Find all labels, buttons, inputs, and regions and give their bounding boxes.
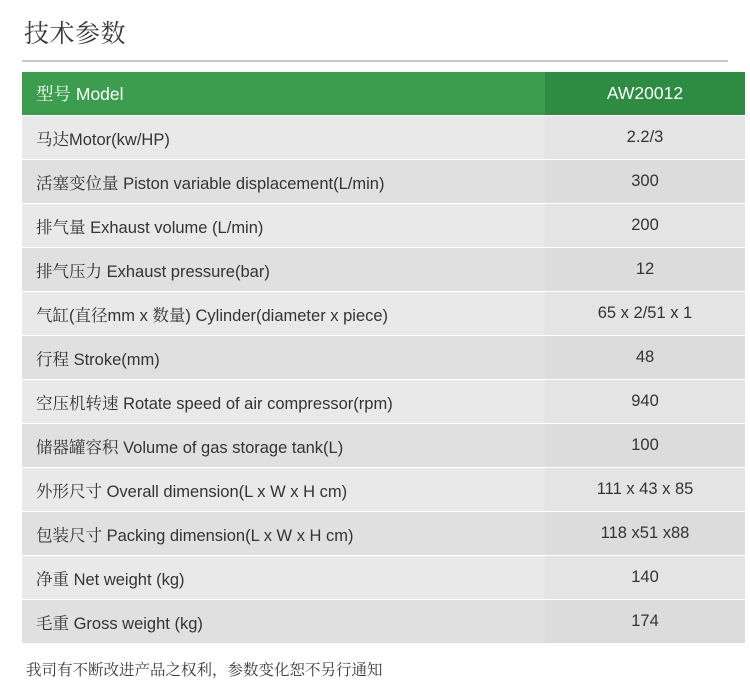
row-value: 200 (545, 204, 745, 248)
title-divider (22, 60, 728, 62)
table-row (22, 380, 745, 424)
table-row (22, 424, 745, 468)
table-body (22, 72, 745, 644)
row-value: 118 x51 x88 (545, 512, 745, 556)
specifications-table (22, 72, 745, 644)
row-label: 排气量 Exhaust volume (L/min) (22, 204, 545, 248)
row-value: 100 (545, 424, 745, 468)
row-label: 气缸(直径mm x 数量) Cylinder(diameter x piece) (22, 292, 545, 336)
row-value: 140 (545, 556, 745, 600)
row-label: 排气压力 Exhaust pressure(bar) (22, 248, 545, 292)
page-title: 技术参数 (24, 20, 127, 48)
row-value: 174 (545, 600, 745, 644)
row-value: 48 (545, 336, 745, 380)
row-label: 外形尺寸 Overall dimension(L x W x H cm) (22, 468, 545, 512)
row-label: 净重 Net weight (kg) (22, 556, 545, 600)
table-row (22, 556, 745, 600)
row-label: 行程 Stroke(mm) (22, 336, 545, 380)
table-row (22, 336, 745, 380)
row-value: 65 x 2/51 x 1 (545, 292, 745, 336)
table-row (22, 204, 745, 248)
row-label: 包装尺寸 Packing dimension(L x W x H cm) (22, 512, 545, 556)
table-row (22, 600, 745, 644)
header-cell-model-value: AW20012 (545, 72, 745, 116)
table-row (22, 292, 745, 336)
table-row (22, 160, 745, 204)
row-label: 活塞变位量 Piston variable displacement(L/min) (22, 160, 545, 204)
table-row (22, 116, 745, 160)
table-header-row (22, 72, 745, 116)
row-label: 储器罐容积 Volume of gas storage tank(L) (22, 424, 545, 468)
row-value: 300 (545, 160, 745, 204)
row-value: 2.2/3 (545, 116, 745, 160)
row-label: 空压机转速 Rotate speed of air compressor(rpm) (22, 380, 545, 424)
header-cell-model-label: 型号 Model (22, 72, 545, 116)
table-row (22, 248, 745, 292)
row-label: 毛重 Gross weight (kg) (22, 600, 545, 644)
table-row (22, 512, 745, 556)
row-label: 马达Motor(kw/HP) (22, 116, 545, 160)
row-value: 940 (545, 380, 745, 424)
row-value: 111 x 43 x 85 (545, 468, 745, 512)
table-row (22, 468, 745, 512)
row-value: 12 (545, 248, 745, 292)
disclaimer-note: 我司有不断改进产品之权利，参数变化恕不另行通知 (26, 662, 383, 679)
